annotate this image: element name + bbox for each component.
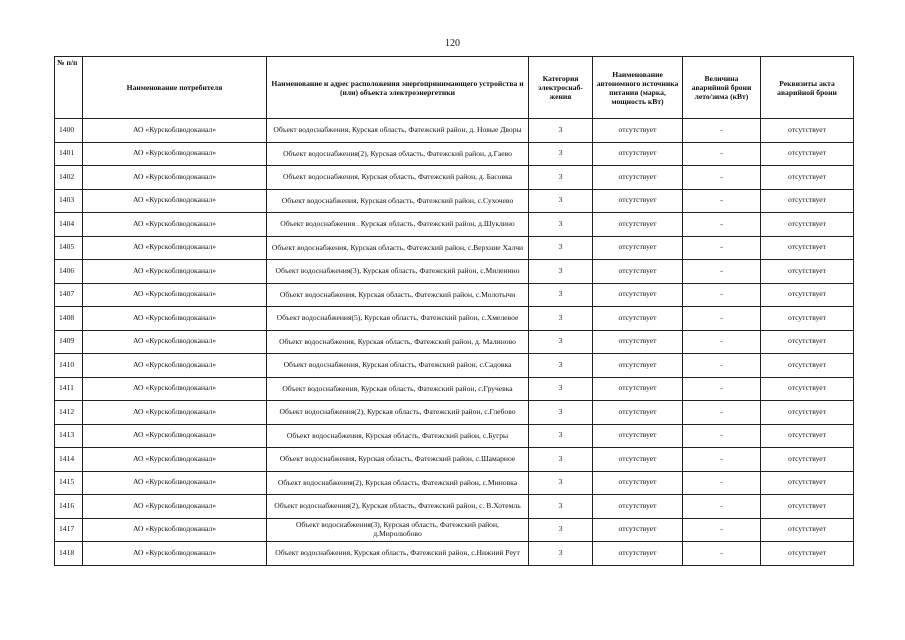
cell-category: 3 xyxy=(529,377,593,401)
cell-num: 1412 xyxy=(55,401,83,425)
cell-source: отсутствует xyxy=(593,260,683,284)
cell-source: отсутствует xyxy=(593,542,683,566)
cell-reserve: - xyxy=(683,213,761,237)
cell-consumer: АО «Курскоблводоканал» xyxy=(83,213,267,237)
table-row xyxy=(55,283,854,307)
cell-object: Объект водоснабжения, Курская область, Фатежский район, д. Басовка xyxy=(267,166,529,190)
cell-consumer: АО «Курскоблводоканал» xyxy=(83,401,267,425)
cell-num: 1415 xyxy=(55,471,83,495)
table-row xyxy=(55,448,854,472)
cell-object: Объект водоснабжения, Курская область, Фатежский район, с.Молотычи xyxy=(267,283,529,307)
cell-object: Объект водоснабжения, Курская область, Фатежский район, с.Садовка xyxy=(267,354,529,378)
cell-category: 3 xyxy=(529,330,593,354)
cell-category: 3 xyxy=(529,260,593,284)
cell-reserve: - xyxy=(683,142,761,166)
cell-consumer: АО «Курскоблводоканал» xyxy=(83,236,267,260)
cell-consumer: АО «Курскоблводоканал» xyxy=(83,166,267,190)
cell-consumer: АО «Курскоблводоканал» xyxy=(83,283,267,307)
cell-reserve: - xyxy=(683,283,761,307)
cell-act: отсутствует xyxy=(761,307,854,331)
cell-act: отсутствует xyxy=(761,189,854,213)
cell-category: 3 xyxy=(529,307,593,331)
cell-num: 1400 xyxy=(55,119,83,143)
cell-num: 1410 xyxy=(55,354,83,378)
cell-act: отсутствует xyxy=(761,448,854,472)
cell-act: отсутствует xyxy=(761,119,854,143)
cell-act: отсутствует xyxy=(761,401,854,425)
cell-consumer: АО «Курскоблводоканал» xyxy=(83,330,267,354)
cell-consumer: АО «Курскоблводоканал» xyxy=(83,354,267,378)
cell-object: Объект водоснабжения, Курская область, Фатежский район, с.Нижний Реут xyxy=(267,542,529,566)
table-row xyxy=(55,471,854,495)
cell-reserve: - xyxy=(683,307,761,331)
cell-category: 3 xyxy=(529,166,593,190)
cell-consumer: АО «Курскоблводоканал» xyxy=(83,119,267,143)
header-source: Наименование автономного источника питания (марка, мощность кВт) xyxy=(593,57,683,119)
table-row xyxy=(55,518,854,542)
table-header xyxy=(55,57,854,119)
cell-object: Объект водоснабжения(2), Курская область, Фатежский район, д.Гаево xyxy=(267,142,529,166)
cell-consumer: АО «Курскоблводоканал» xyxy=(83,448,267,472)
cell-source: отсутствует xyxy=(593,142,683,166)
cell-act: отсутствует xyxy=(761,166,854,190)
cell-consumer: АО «Курскоблводоканал» xyxy=(83,142,267,166)
cell-category: 3 xyxy=(529,142,593,166)
cell-consumer: АО «Курскоблводоканал» xyxy=(83,307,267,331)
table-row xyxy=(55,260,854,284)
table-row xyxy=(55,213,854,237)
cell-num: 1403 xyxy=(55,189,83,213)
cell-source: отсутствует xyxy=(593,401,683,425)
cell-reserve: - xyxy=(683,542,761,566)
cell-act: отсутствует xyxy=(761,542,854,566)
table-row xyxy=(55,307,854,331)
cell-category: 3 xyxy=(529,448,593,472)
cell-source: отсутствует xyxy=(593,307,683,331)
cell-act: отсутствует xyxy=(761,330,854,354)
cell-num: 1417 xyxy=(55,518,83,542)
cell-act: отсутствует xyxy=(761,260,854,284)
cell-num: 1402 xyxy=(55,166,83,190)
cell-reserve: - xyxy=(683,354,761,378)
cell-act: отсутствует xyxy=(761,213,854,237)
consumers-table xyxy=(54,56,854,566)
cell-object: Объект водоснабжения, Курская область, Фатежский район, д. Новые Дворы xyxy=(267,119,529,143)
cell-object: Объект водоснабжения . Курская область, Фатежский район, д.Шуклино xyxy=(267,213,529,237)
table-row xyxy=(55,354,854,378)
table-row xyxy=(55,236,854,260)
cell-num: 1416 xyxy=(55,495,83,519)
cell-object: Объект водоснабжения(5), Курская область, Фатежский район, с.Хмелевое xyxy=(267,307,529,331)
cell-category: 3 xyxy=(529,518,593,542)
table-row xyxy=(55,330,854,354)
header-reserve: Величина аварийной брони лето/зима (кВт) xyxy=(683,57,761,119)
cell-num: 1404 xyxy=(55,213,83,237)
table-body xyxy=(55,119,854,566)
cell-reserve: - xyxy=(683,448,761,472)
table-row xyxy=(55,166,854,190)
cell-category: 3 xyxy=(529,401,593,425)
cell-act: отсутствует xyxy=(761,518,854,542)
cell-category: 3 xyxy=(529,424,593,448)
table-row xyxy=(55,495,854,519)
table-row xyxy=(55,542,854,566)
cell-act: отсутствует xyxy=(761,354,854,378)
cell-object: Объект водоснабжения(3), Курская область, Фатежский район, с.Миленино xyxy=(267,260,529,284)
cell-act: отсутствует xyxy=(761,495,854,519)
cell-category: 3 xyxy=(529,119,593,143)
cell-object: Объект водоснабжения, Курская область, Фатежский район, с.Сухочево xyxy=(267,189,529,213)
cell-consumer: АО «Курскоблводоканал» xyxy=(83,377,267,401)
cell-source: отсутствует xyxy=(593,471,683,495)
cell-reserve: - xyxy=(683,119,761,143)
cell-num: 1401 xyxy=(55,142,83,166)
cell-object: Объект водоснабжения(2), Курская область, Фатежский район, с.Глебово xyxy=(267,401,529,425)
cell-source: отсутствует xyxy=(593,354,683,378)
header-object: Наименование и адрес расположения энергопринимающего устройства и (или) объекта электроэнергетики xyxy=(267,57,529,119)
cell-category: 3 xyxy=(529,213,593,237)
cell-num: 1418 xyxy=(55,542,83,566)
cell-reserve: - xyxy=(683,236,761,260)
cell-object: Объект водоснабжения(2), Курская область, Фатежский район, с.Миновка xyxy=(267,471,529,495)
cell-reserve: - xyxy=(683,166,761,190)
cell-reserve: - xyxy=(683,424,761,448)
cell-object: Объект водоснабжения, Курская область, Фатежский район, с.Бугры xyxy=(267,424,529,448)
cell-consumer: АО «Курскоблводоканал» xyxy=(83,518,267,542)
cell-reserve: - xyxy=(683,518,761,542)
cell-consumer: АО «Курскоблводоканал» xyxy=(83,424,267,448)
cell-object: Объект водоснабжения(3), Курская область, Фатежский район, д.Миролюбово xyxy=(267,518,529,542)
cell-source: отсутствует xyxy=(593,213,683,237)
header-consumer: Наименование потребителя xyxy=(83,57,267,119)
cell-num: 1414 xyxy=(55,448,83,472)
cell-source: отсутствует xyxy=(593,119,683,143)
cell-source: отсутствует xyxy=(593,330,683,354)
cell-object: Объект водоснабжения(2), Курская область, Фатежский район, с. В.Хотемль xyxy=(267,495,529,519)
cell-act: отсутствует xyxy=(761,142,854,166)
header-category: Категория электроснаб-жения xyxy=(529,57,593,119)
cell-reserve: - xyxy=(683,471,761,495)
cell-reserve: - xyxy=(683,330,761,354)
cell-num: 1406 xyxy=(55,260,83,284)
table-row xyxy=(55,401,854,425)
header-row xyxy=(55,57,854,119)
table-row xyxy=(55,189,854,213)
cell-act: отсутствует xyxy=(761,283,854,307)
cell-source: отсутствует xyxy=(593,448,683,472)
cell-source: отсутствует xyxy=(593,236,683,260)
cell-consumer: АО «Курскоблводоканал» xyxy=(83,495,267,519)
cell-reserve: - xyxy=(683,377,761,401)
table-row xyxy=(55,119,854,143)
cell-act: отсутствует xyxy=(761,424,854,448)
cell-source: отсутствует xyxy=(593,424,683,448)
cell-source: отсутствует xyxy=(593,377,683,401)
cell-num: 1405 xyxy=(55,236,83,260)
cell-act: отсутствует xyxy=(761,471,854,495)
cell-consumer: АО «Курскоблводоканал» xyxy=(83,189,267,213)
cell-source: отсутствует xyxy=(593,166,683,190)
cell-reserve: - xyxy=(683,401,761,425)
cell-consumer: АО «Курскоблводоканал» xyxy=(83,471,267,495)
cell-object: Объект водоснабжения, Курская область, Фатежский район, с.Шамарное xyxy=(267,448,529,472)
cell-num: 1411 xyxy=(55,377,83,401)
cell-reserve: - xyxy=(683,260,761,284)
cell-num: 1409 xyxy=(55,330,83,354)
cell-object: Объект водоснабжения, Курская область, Фатежский район, с.Гручевка xyxy=(267,377,529,401)
cell-category: 3 xyxy=(529,542,593,566)
table-row xyxy=(55,142,854,166)
cell-object: Объект водоснабжения, Курская область, Фатежский район, д. Малиново xyxy=(267,330,529,354)
cell-source: отсутствует xyxy=(593,495,683,519)
cell-category: 3 xyxy=(529,236,593,260)
cell-source: отсутствует xyxy=(593,283,683,307)
table-row xyxy=(55,424,854,448)
cell-category: 3 xyxy=(529,471,593,495)
cell-consumer: АО «Курскоблводоканал» xyxy=(83,260,267,284)
cell-num: 1408 xyxy=(55,307,83,331)
cell-category: 3 xyxy=(529,354,593,378)
table-row xyxy=(55,377,854,401)
cell-category: 3 xyxy=(529,283,593,307)
cell-category: 3 xyxy=(529,189,593,213)
cell-num: 1413 xyxy=(55,424,83,448)
cell-act: отсутствует xyxy=(761,377,854,401)
page-number: 120 xyxy=(445,38,460,49)
cell-num: 1407 xyxy=(55,283,83,307)
cell-consumer: АО «Курскоблводоканал» xyxy=(83,542,267,566)
header-num: № п/п xyxy=(55,57,83,119)
cell-category: 3 xyxy=(529,495,593,519)
cell-source: отсутствует xyxy=(593,189,683,213)
header-act: Реквизиты акта аварийной брони xyxy=(761,57,854,119)
cell-object: Объект водоснабжения, Курская область, Фатежский район, с.Верхние Халчи xyxy=(267,236,529,260)
cell-reserve: - xyxy=(683,495,761,519)
cell-source: отсутствует xyxy=(593,518,683,542)
cell-act: отсутствует xyxy=(761,236,854,260)
cell-reserve: - xyxy=(683,189,761,213)
